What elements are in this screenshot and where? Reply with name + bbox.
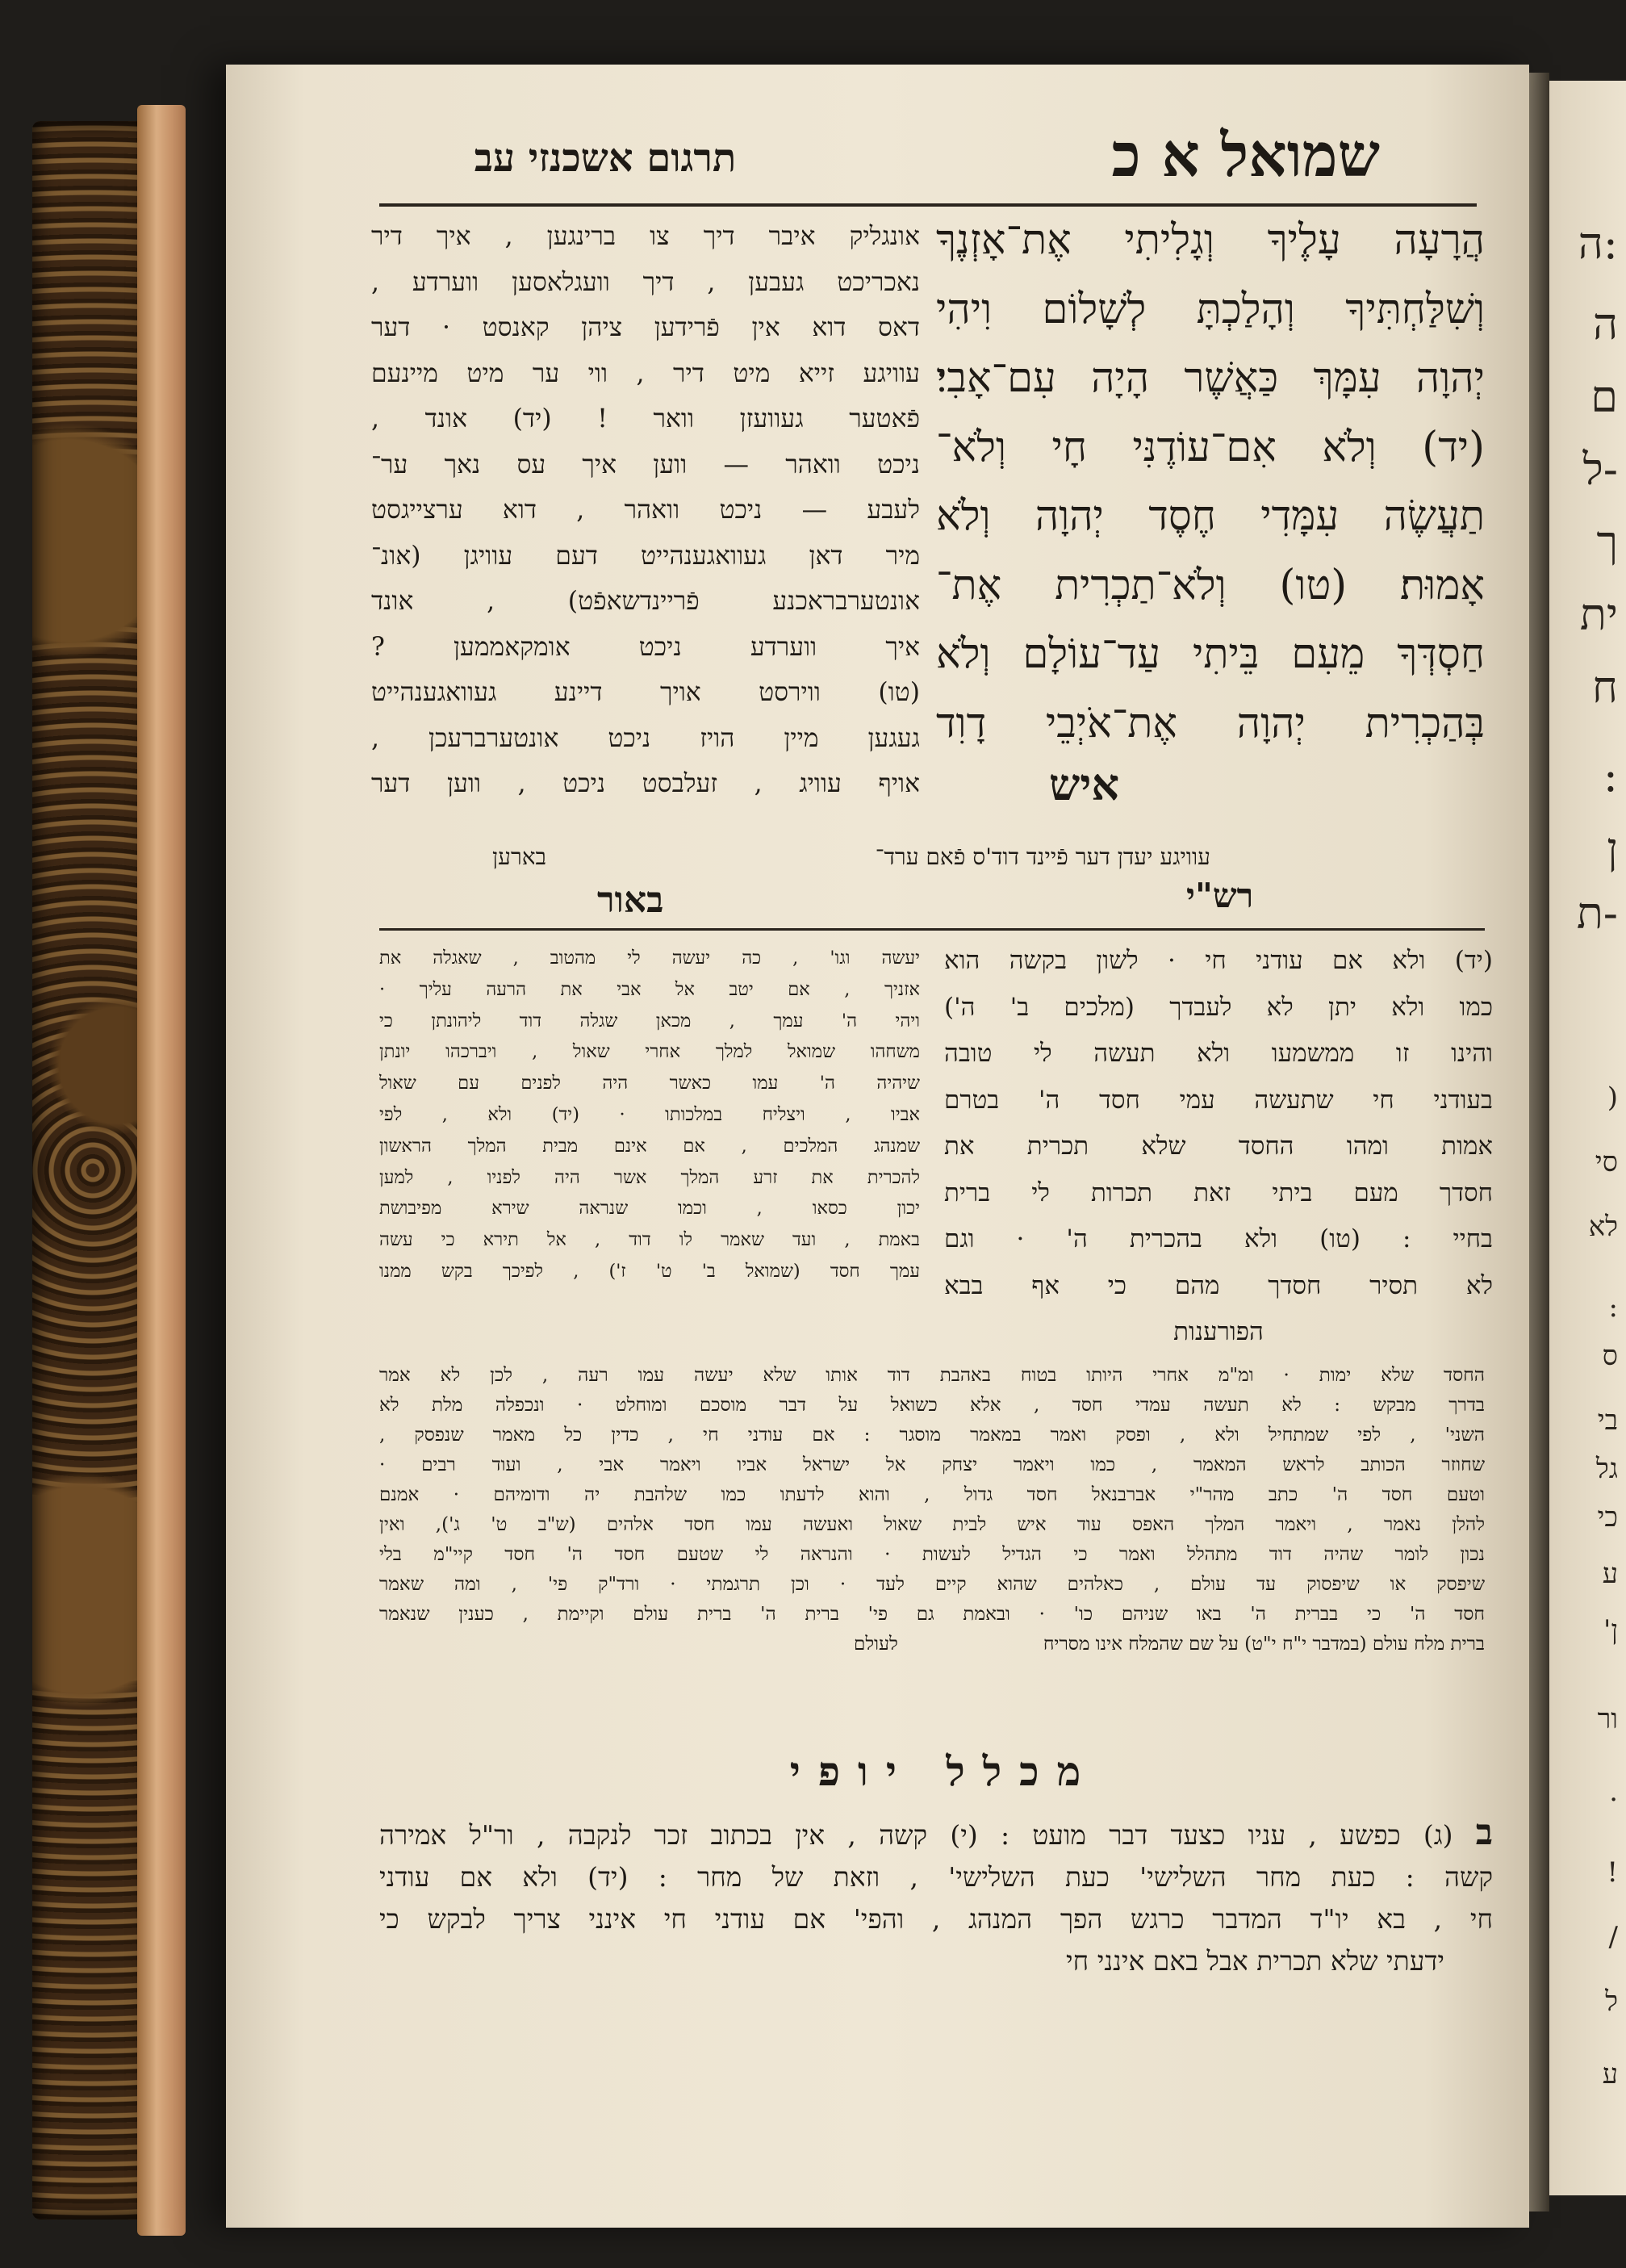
- mikhlal-text: (ג) כפשע , עניו כצעד דבר מועט : (י) קשה , אין בכתוב זכר לנקבה , ור"ל אמירה: [379, 1819, 1453, 1851]
- targum-line: ניכט וואהר — ווען איך עס נאך ער־: [371, 450, 920, 479]
- scripture-line: (יד) וְלֹא אִם־עוֹדֶנִּי חָי וְלֹא־: [936, 423, 1485, 471]
- mikhlal-yofi-block: [379, 1812, 1493, 1982]
- rashi-line: אמות ומהו החסד שלא תכרית את: [944, 1132, 1493, 1161]
- scripture-line: וְשִׁלַּחְתִּיךָ וְהָלַכְתָּ לְשָׁלוֹם וִיהִי: [936, 285, 1485, 333]
- targum-line: אויף עוויג , זעלבסט ניכט , ווען דער: [371, 769, 920, 798]
- scripture-line: אָמוּת׃ (טו) וְלֹא־תַכְרִית אֶת־: [936, 561, 1485, 609]
- biur-line: השני' , לפי שמתחיל ולא , ופסק ואמר במאמר מוסגר : אם עודני חי , כדין כל מאמר שנפסק ,: [379, 1425, 1485, 1446]
- facing-page-fragment: ע: [1602, 1558, 1618, 1590]
- facing-page-fragment: בי: [1597, 1404, 1618, 1437]
- targum-line: געגען מיין הויז ניכט אונטערברעכן ,: [371, 723, 920, 753]
- commentary-rule: [379, 928, 1485, 931]
- rashi-heading: רש"י: [1186, 876, 1254, 915]
- rashi-line: לא תסיר חסדך מהם כי אף בבא: [944, 1270, 1493, 1300]
- facing-page-fragment: לא: [1588, 1211, 1618, 1243]
- biur-line: חסד ה' כי בברית ה' באו שניהם כו' · ובאמת גם פי' ברית ה' ברית עולם וקיימת , כענין שנאמר: [379, 1604, 1485, 1625]
- scripture-column: [936, 206, 1485, 758]
- rashi-last-line: הפורענות: [1173, 1317, 1264, 1346]
- facing-page-fragment: ור: [1597, 1703, 1618, 1735]
- page-edges: [137, 105, 186, 2236]
- biur-last-text: ברית מלח עולם (במדבר י"ח י"ט) על שם שהמלח אינו מסריח: [1043, 1634, 1485, 1655]
- rashi-line: והינו זו ממשמעו ולא תעשה לי טובה: [944, 1039, 1493, 1068]
- facing-page-fragment: ה: [1592, 299, 1618, 349]
- mikhlal-line: קשה : כעת מחר השלישי' כעת השלישי' , וזאת של מחר : (יד) ולא אם עודני: [379, 1861, 1493, 1893]
- biur-line: אזניך , אם יטב אל אבי את הרעה עליך ·: [379, 978, 920, 1000]
- targum-line: דאס דוא אין פֿרידען ציהן קאנסט · דער: [371, 313, 920, 342]
- biur-line: שחוזר הכותב לראש המאמר , כמו ויאמר יצחק אל ישראל אביו ויאמר אבי , ועוד רבים ·: [379, 1454, 1485, 1475]
- biur-line: החסד שלא ימות · ומ"מ אחרי היותו בטוח באהבת דוד אותו שלא יעשה עמו רעה , לכן לא אמר: [379, 1365, 1485, 1386]
- facing-page-fragment: גל: [1595, 1453, 1618, 1485]
- biur-line: בדרך מבקש : לא תעשה עמדי חסד , אלא כשואל על דבר מוסכם ומוחלט · ונכפלה מלת לא: [379, 1395, 1485, 1416]
- biur-line: וטעם חסד ה' כתב מהר"י אברבנאל חסד גדול , והוא לדעתו כמו שלהבת יה ודומיהם · אמנם: [379, 1484, 1485, 1505]
- scripture-catchword: איש: [1049, 759, 1120, 810]
- scripture-line: חַסְדְּךָ מֵעִם בֵּיתִי עַד־עוֹלָם וְלֹא: [936, 630, 1485, 678]
- facing-page-fragment: !: [1607, 1856, 1618, 1889]
- facing-page-fragment: ית: [1579, 589, 1618, 640]
- targum-line: עוויגע זייא מיט דיר , ווי ער מיט מיינעם: [371, 358, 920, 388]
- biur-line: שיפסק או שיפסוק עד עולם , כאלהים שהוא קיים לעד · וכן תרגמתי · ורד"ק פי' , ומה שאמר: [379, 1574, 1485, 1595]
- biur-line: ויהי ה' עמך , מכאן שגלה דוד ליהונתן כי: [379, 1010, 920, 1031]
- scripture-line: בְּהַכְרִית יְהוָה אֶת־אֹיְבֵי דָוִד: [936, 699, 1485, 747]
- facing-page-fragment: /: [1608, 1921, 1618, 1953]
- biur-heading: באור: [597, 880, 664, 921]
- biur-line: אביו , ויצליח במלכותו · (יד) ולא , לפי: [379, 1103, 920, 1125]
- rashi-line: בחיי : (טו) ולא בהכרית ה' · וגם: [944, 1224, 1493, 1253]
- biur-line: יכון כסאו , וכמו שנראה שירא מפיבושת: [379, 1198, 920, 1220]
- biur-line: שמנהג המלכים , אם אינם מבית המלך הראשון: [379, 1135, 920, 1157]
- running-head-book: שמואל א כ: [1111, 121, 1380, 190]
- facing-page-fragment: (: [1607, 1082, 1618, 1114]
- facing-page-fragment: ן: [1607, 823, 1618, 874]
- targum-catch-row: [379, 843, 1210, 871]
- targum-line: אונטערבראכנע פֿריינדשאפֿט) , אונד: [371, 587, 920, 616]
- biur-column: [379, 943, 920, 1287]
- facing-page-fragment: ם: [1590, 371, 1618, 422]
- facing-page-fragment: ן': [1603, 1614, 1618, 1647]
- scripture-line: הֲרָעָה עָלֶיךָ וְגָלִיתִי אֶת־אָזְנֶךָ: [936, 216, 1485, 264]
- targum-line: אונגליק איבר דיך צו ברינגען , איך דיר: [371, 222, 920, 251]
- facing-page-fragment: ח: [1592, 662, 1618, 713]
- rashi-line: חסדך מעם ביתי זאת תכרות לי ברית: [944, 1178, 1493, 1207]
- biur-line: [379, 1630, 1485, 1659]
- rashi-line: בעודני חי שתעשה עמי חסד ה' בטרם: [944, 1085, 1493, 1115]
- biur-line: שיהיה ה' עמו כאשר היה לפנים עם שאול: [379, 1073, 920, 1094]
- facing-page-fragment: ס: [1602, 1340, 1618, 1372]
- facing-page-fragment: ל: [1605, 1986, 1618, 2018]
- mikhlal-yofi-heading: מכלל יופי: [789, 1747, 1099, 1795]
- biur-line: להכרית את זרע המלך אשר היה לפניו , למען: [379, 1166, 920, 1188]
- biur-line: להלן נאמר , ויאמר המלך האפס עוד איש לבית שאול ואעשה עמו חסד אלהים (ש"ב ט' ג'), ואין: [379, 1514, 1485, 1535]
- scripture-line: יְהוָה עִמָּךְ כַּאֲשֶׁר הָיָה עִם־אָבִי׃: [936, 354, 1485, 402]
- biur-last-word: לעולם: [854, 1634, 898, 1655]
- facing-page-fragment: -ל: [1582, 444, 1618, 495]
- facing-page-fragment: :: [1603, 751, 1618, 801]
- biur-line: עמך חסד (שמואל ב' ט' ז') , לפיכך בקש ממנו: [379, 1260, 920, 1282]
- facing-page-fragment: ך: [1596, 517, 1618, 567]
- mikhlal-initial-letter: ב: [1475, 1812, 1494, 1853]
- running-head-targum: תרגום אשכנזי עב: [474, 136, 737, 181]
- targum-line: נאכריכט געבען , דיך וועגלאסען ווערדע ,: [371, 267, 920, 297]
- mikhlal-line: [379, 1812, 1493, 1856]
- book-cover: [32, 121, 153, 2220]
- targum-line: (טו) ווירסט אויך דיינע געוואגענהייט: [371, 678, 920, 707]
- facing-page-fragment: סי: [1595, 1146, 1618, 1178]
- biur-line: יעשה וגו' , כה יעשה לי מהטוב , שאגלה את: [379, 948, 920, 969]
- targum-column: [371, 214, 920, 807]
- biur-line: באמת , ועד שאמר לו דוד , אל תירא כי עשה: [379, 1229, 920, 1251]
- targum-line: איך ווערדע ניכט אומקאממען ?: [371, 632, 920, 662]
- facing-page-fragment: ע: [1602, 2058, 1618, 2090]
- scripture-line: תַעֲשֶׂה עִמָּדִי חֶסֶד יְהוָה וְלֹא: [936, 492, 1485, 540]
- facing-page-edge: [1545, 81, 1626, 2195]
- rashi-line: (יד) ולא אם עודני חי · לשון בקשה הוא: [944, 946, 1493, 975]
- targum-catchword: בארען: [492, 843, 547, 870]
- mikhlal-last-line: ידעתי שלא תכרית אבל באם אינני חי: [1066, 1945, 1444, 1977]
- biur-line: נכון לומר שהיה דוד מתהלל ואמר כי הגדיל לעשות · והנראה לי שטעם חסד ה' חסד קיי"מ בלי: [379, 1544, 1485, 1565]
- facing-page-fragment: כי: [1597, 1501, 1618, 1534]
- facing-page-fragment: :: [1608, 1291, 1618, 1324]
- rashi-line: כמו ולא יתן לא לעבדך (מלכים ב' ה'): [944, 992, 1493, 1022]
- facing-page-fragment: ·: [1609, 1784, 1618, 1816]
- targum-line: מיר דאן געוואגענהייט דעם עוויגן (אונ־: [371, 541, 920, 571]
- targum-line: לעבע — ניכט וואהר , דוא ערצייגסט: [371, 496, 920, 525]
- facing-page-fragment: :ה: [1578, 218, 1618, 269]
- mikhlal-line: חי , בא יו"ד המדבר כרגש הפך המנהג , והפי' אם עודני חי אינני צריך לבקש כי: [379, 1903, 1493, 1935]
- rashi-column: [944, 938, 1493, 1356]
- biur-line: משחהו שמואל למלך אחרי שאול , ויברכהו יונתן: [379, 1041, 920, 1063]
- targum-catchline: עוויגע יעדן דער פֿיינד דוד'ס פֿאם ערד־: [875, 843, 1210, 870]
- targum-line: פֿאטער געוועזן וואר ! (יד) אונד ,: [371, 404, 920, 433]
- biur-fullwidth-block: [379, 1361, 1485, 1659]
- facing-page-fragment: -ת: [1576, 888, 1618, 939]
